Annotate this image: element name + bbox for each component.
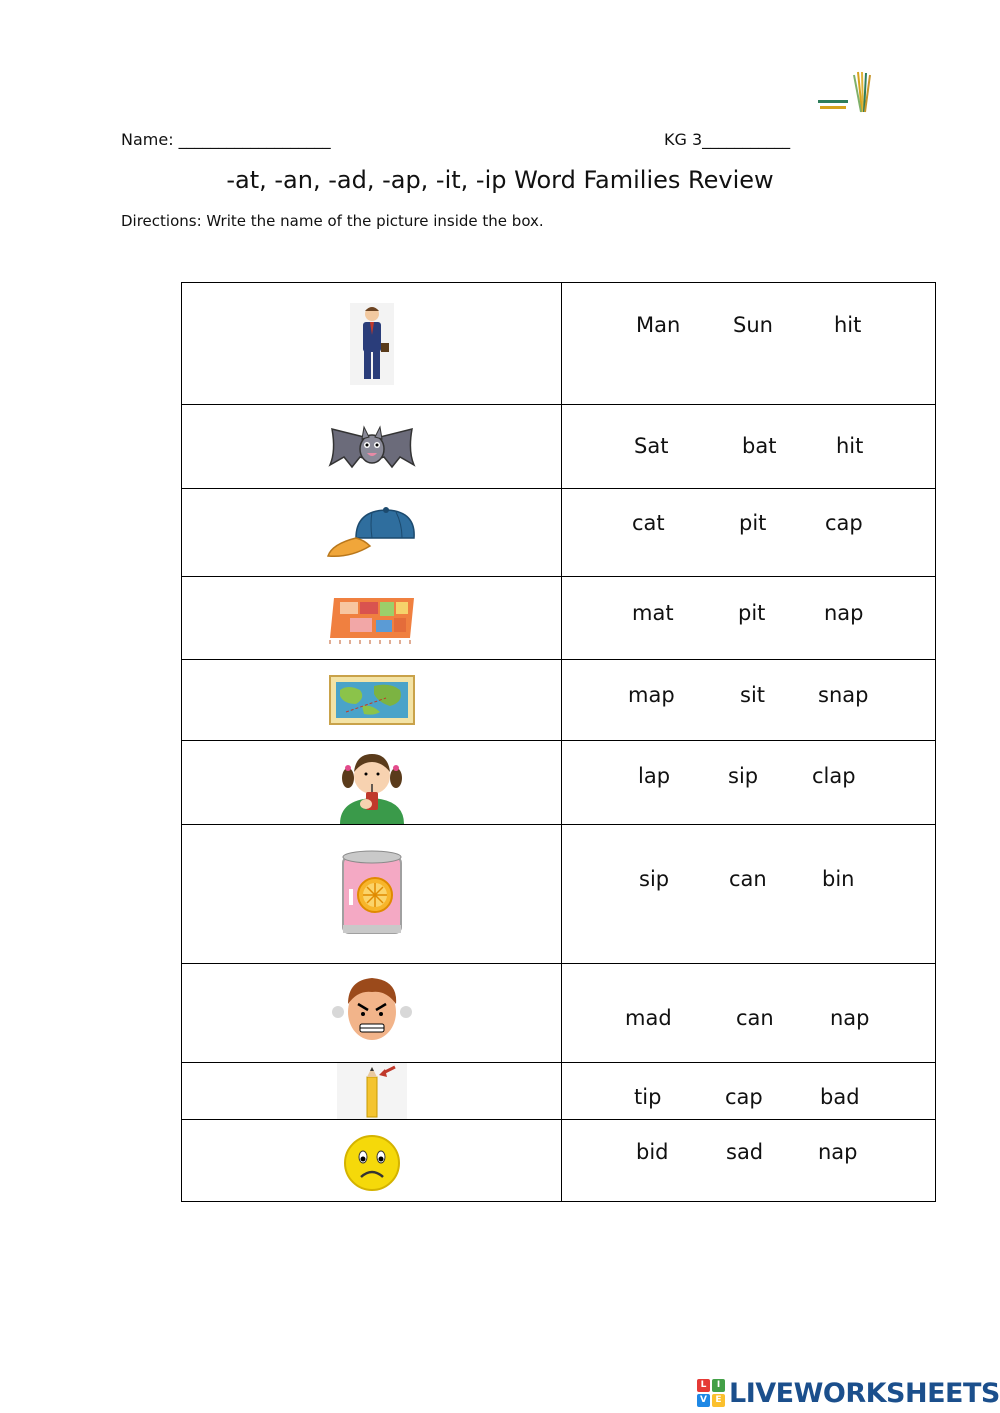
name-field-label: Name: ___________________ xyxy=(121,130,331,149)
word-option[interactable]: sit xyxy=(740,683,766,707)
word-option[interactable]: bad xyxy=(820,1085,860,1109)
word-option[interactable]: pit xyxy=(739,511,767,535)
picture-cell xyxy=(182,283,562,405)
word-option[interactable]: Man xyxy=(636,313,681,337)
picture-cell xyxy=(182,405,562,489)
word-option[interactable]: sad xyxy=(726,1140,764,1164)
icon-letter: L xyxy=(697,1379,710,1392)
word-option[interactable]: pit xyxy=(738,601,766,625)
icon-letter: E xyxy=(712,1394,725,1407)
options-cell xyxy=(562,741,936,825)
picture-cell xyxy=(182,489,562,577)
word-option[interactable]: tip xyxy=(634,1085,662,1109)
mat-icon xyxy=(326,592,418,644)
page-title: -at, -an, -ad, -ap, -it, -ip Word Families Review xyxy=(226,166,774,194)
table-row xyxy=(182,1063,936,1120)
word-option[interactable]: cap xyxy=(725,1085,763,1109)
word-option[interactable]: bin xyxy=(822,867,855,891)
word-family-table xyxy=(181,282,936,1202)
word-option[interactable]: cat xyxy=(632,511,665,535)
can-icon xyxy=(337,849,407,939)
mad-boy-icon xyxy=(326,968,418,1058)
word-option[interactable]: Sat xyxy=(634,434,669,458)
table-row xyxy=(182,283,936,405)
picture-cell xyxy=(182,741,562,825)
icon-letter: V xyxy=(697,1394,710,1407)
table-row xyxy=(182,1120,936,1202)
liveworksheets-logo xyxy=(697,1376,1000,1410)
options-cell xyxy=(562,1120,936,1202)
sad-face-icon xyxy=(340,1131,404,1191)
word-option[interactable]: bat xyxy=(742,434,777,458)
word-option[interactable]: nap xyxy=(824,601,864,625)
word-option[interactable]: Sun xyxy=(733,313,773,337)
table-row xyxy=(182,489,936,577)
options-cell xyxy=(562,964,936,1063)
brand-name: LIVEWORKSHEETS xyxy=(729,1377,1000,1409)
table-row xyxy=(182,660,936,741)
directions-text: Directions: Write the name of the picture inside the box. xyxy=(121,212,544,230)
word-option[interactable]: map xyxy=(628,683,675,707)
options-cell xyxy=(562,1063,936,1120)
options-cell xyxy=(562,489,936,577)
word-option[interactable]: can xyxy=(736,1006,774,1030)
table-row xyxy=(182,405,936,489)
table-row xyxy=(182,825,936,964)
word-option[interactable]: can xyxy=(729,867,767,891)
word-option[interactable]: nap xyxy=(818,1140,858,1164)
table-row xyxy=(182,577,936,660)
school-logo xyxy=(812,68,874,120)
options-cell xyxy=(562,405,936,489)
girl-sipping-icon xyxy=(326,742,418,824)
map-icon xyxy=(326,672,418,728)
word-option[interactable]: clap xyxy=(812,764,856,788)
class-field-label: KG 3___________ xyxy=(664,130,791,149)
icon-letter: I xyxy=(712,1379,725,1392)
options-cell xyxy=(562,660,936,741)
word-option[interactable]: hit xyxy=(834,313,862,337)
liveworksheets-icon xyxy=(697,1379,725,1407)
word-option[interactable]: mat xyxy=(632,601,674,625)
pencil-tip-icon xyxy=(337,1063,407,1119)
word-option[interactable]: hit xyxy=(836,434,864,458)
word-option[interactable]: lap xyxy=(638,764,671,788)
picture-cell xyxy=(182,660,562,741)
word-option[interactable]: cap xyxy=(825,511,863,535)
picture-cell xyxy=(182,964,562,1063)
cap-icon xyxy=(326,504,418,562)
picture-cell xyxy=(182,1063,562,1120)
word-option[interactable]: mad xyxy=(625,1006,672,1030)
options-cell xyxy=(562,825,936,964)
man-icon xyxy=(350,303,394,385)
options-cell xyxy=(562,283,936,405)
table-row xyxy=(182,964,936,1063)
picture-cell xyxy=(182,577,562,660)
options-cell xyxy=(562,577,936,660)
word-option[interactable]: sip xyxy=(728,764,759,788)
word-option[interactable]: sip xyxy=(639,867,670,891)
bat-icon xyxy=(328,421,416,473)
word-option[interactable]: nap xyxy=(830,1006,870,1030)
picture-cell xyxy=(182,825,562,964)
table-row xyxy=(182,741,936,825)
word-option[interactable]: snap xyxy=(818,683,869,707)
picture-cell xyxy=(182,1120,562,1202)
word-option[interactable]: bid xyxy=(636,1140,669,1164)
